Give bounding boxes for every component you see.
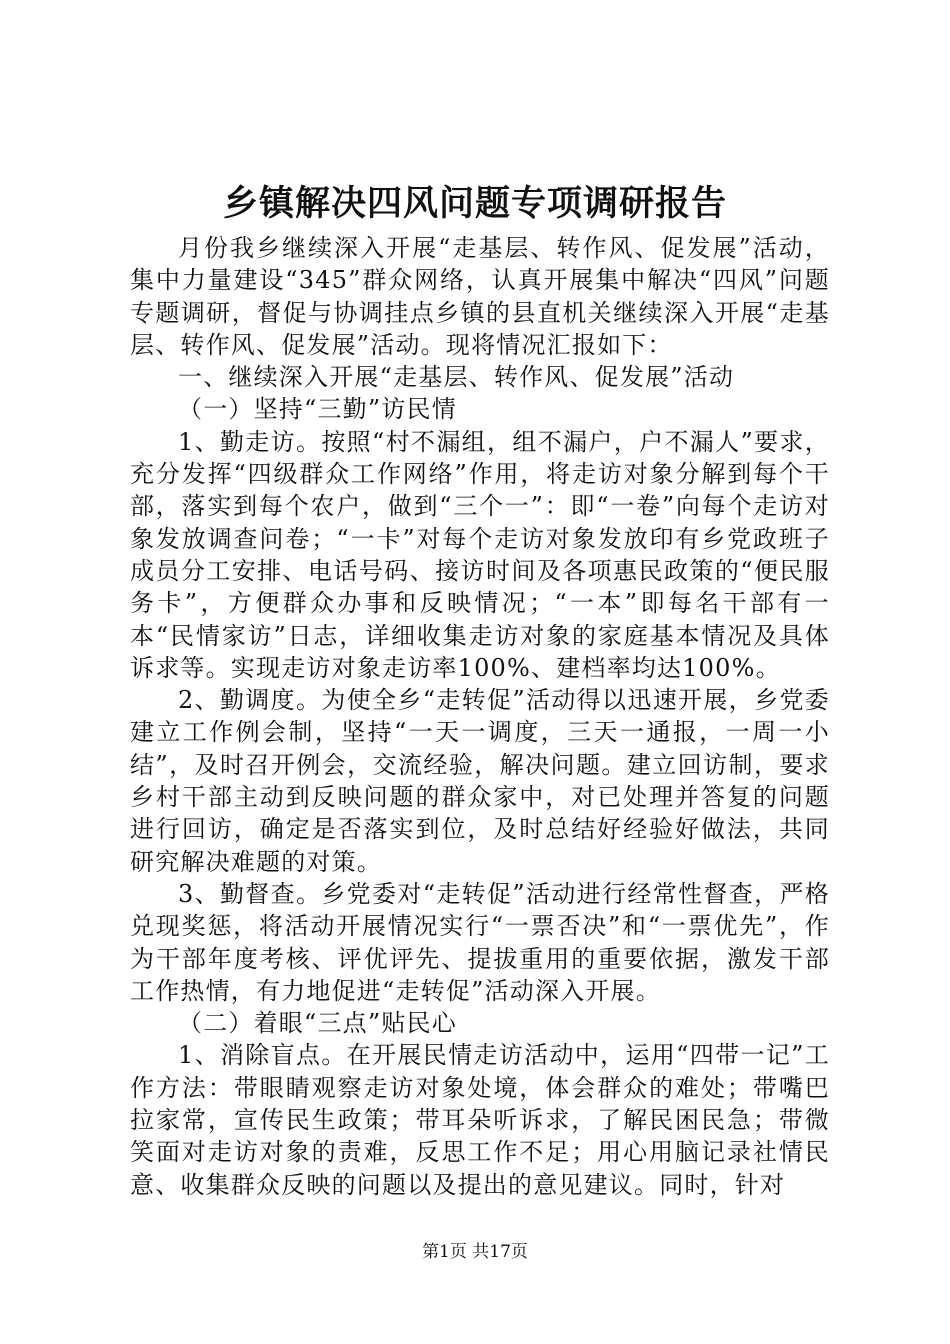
paragraph-item-3: 3、勤督查。乡党委对“走转促”活动进行经常性督查，严格兑现奖惩，将活动开展情况实行“一票否决”和“一票优先”，作为干部年度考核、评优评先、提拔重用的重要依据，激发干部工作热情，有力地促进“走转促”活动深入开展。 (130, 879, 830, 1005)
paragraph-item-1: 1、勤走访。按照“村不漏组，组不漏户，户不漏人”要求，充分发挥“四级群众工作网络”作用，将走访对象分解到每个干部，落实到每个农户，做到“三个一”：即“一卷”向每个走访对象发放调查问卷；“一卡”对每个走访对象发放印有乡党政班子成员分工安排、电话号码、接访时间及各项惠民政策的“便民服务卡”，方便群众办事和反映情况；“一本”即每名干部有一本“民情家访”日志，详细收集走访对象的家庭基本情况及具体诉求等。实现走访对象走访率100%、建档率均达100%。 (130, 427, 830, 682)
paragraph-intro: 月份我乡继续深入开展“走基层、转作风、促发展”活动，集中力量建设“345”群众网络，认真开展集中解决“四风”问题专题调研，督促与协调挂点乡镇的县直机关继续深入开展“走基层、转作风、促发展”活动。现将情况汇报如下： (130, 234, 830, 359)
page-number-footer: 第1页 共17页 (422, 1242, 528, 1262)
section-heading-1: 一、继续深入开展“走基层、转作风、促发展”活动 (178, 363, 735, 392)
document-title: 乡镇解决四风问题专项调研报告 (222, 184, 727, 224)
document-body (130, 232, 830, 1201)
paragraph-item-4: 1、消除盲点。在开展民情走访活动中，运用“四带一记”工作方法：带眼睛观察走访对象处境，体会群众的难处；带嘴巴拉家常，宣传民生政策；带耳朵听诉求，了解民困民急；带微笑面对走访对象的责难，反思工作不足；用心用脑记录社情民意、收集群众反映的问题以及提出的意见建议。同时，针对 (130, 1041, 830, 1199)
subsection-heading-1: （一）坚持“三勤”访民情 (178, 395, 457, 424)
paragraph-item-2: 2、勤调度。为使全乡“走转促”活动得以迅速开展，乡党委建立工作例会制，坚持“一天一调度，三天一通报，一周一小结”，及时召开例会，交流经验，解决问题。建立回访制，要求乡村干部主动到反映问题的群众家中，对已处理并答复的问题进行回访，确定是否落实到位，及时总结好经验好做法，共同研究解决难题的对策。 (130, 686, 830, 876)
subsection-heading-2: （二）着眼“三点”贴民心 (178, 1009, 457, 1038)
